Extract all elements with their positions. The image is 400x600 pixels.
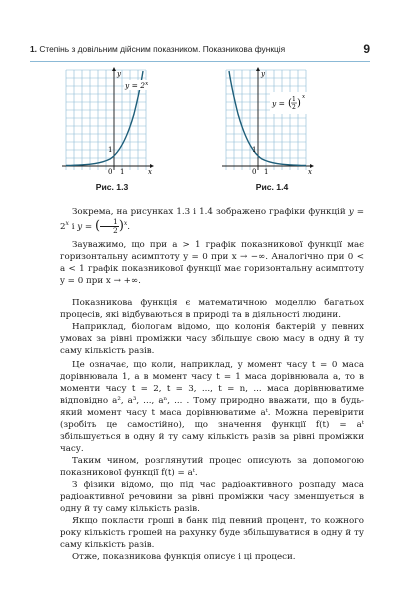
tick-origin: 0 <box>108 168 113 176</box>
paragraph-3: Показникова функція є математичною моделлю багатьох процесів, які відбуваються в природі та в діяльності людини. <box>60 298 364 320</box>
paren-open: ( <box>288 98 292 109</box>
tick-y-1: 1 <box>252 146 257 154</box>
caption-1-4: Рис. 1.4 <box>255 182 289 192</box>
figure-1-3 <box>62 66 162 176</box>
tick-x-1: 1 <box>264 168 269 176</box>
paragraph-2: Зауважимо, що при a > 1 графік показникової функції має горизонтальну асимптоту y = 0 при x → −∞. Аналогічно при 0 < a < 1 графік показникової функції має горизонтальну асимптоту y = 0 при x → +∞. <box>60 240 364 286</box>
frac-den: 2 <box>292 104 296 111</box>
paragraph-7: З фізики відомо, що під час радіоактивного розпаду маса радіоактивної речовини за рівні проміжки часу зменшується в одну й ту саму кількість разів. <box>60 480 364 514</box>
function-label: y = <box>272 99 285 108</box>
paragraph-5: Це означає, що коли, наприклад, у момент часу t = 0 маса дорівнювала 1, а в момент часу t = 1 маса дорівнювала a, то в моменти часу t = 2, t = 3, ..., t = n, ... маса дорівнюватиме відповідно a², a³, ..., aⁿ, ... . Тому природно вважати, що в будь-який момент часу t маса дорівнюватиме aᵗ. Можна перевірити (зробіть це самостійно), що значення функції f(t) = aᵗ збільшується в одну й ту саму кількість разів за рівні проміжки часу. <box>60 360 364 454</box>
body-text <box>60 206 364 563</box>
tick-x-1: 1 <box>120 168 125 176</box>
paren-close: ) <box>297 98 301 109</box>
page-number: 9 <box>363 42 370 56</box>
axis-y-label: y <box>117 70 121 78</box>
grid <box>226 70 306 170</box>
running-header <box>30 44 370 58</box>
caption-1-3: Рис. 1.3 <box>95 182 129 192</box>
chapter-title: Степінь з довільним дійсним показником. Показникова функція <box>39 44 286 54</box>
paragraph-1: Зокрема, на рисунках 1.3 і 1.4 зображено графіки функцій $y = 2^x$ і y = ( $\frac{1}{2}$ )$^x$. <box>60 207 365 235</box>
tick-origin: 0 <box>252 168 257 176</box>
graph-exponential-growth <box>62 66 162 176</box>
frac-num: 1 <box>292 96 296 103</box>
figure-1-4 <box>222 66 322 176</box>
axis-y-label: y <box>261 70 265 78</box>
header-rule <box>30 61 370 62</box>
graph-exponential-decay <box>222 66 322 176</box>
axis-x-label: x <box>148 168 152 176</box>
paragraph-8: Якщо покласти гроші в банк під певний процент, то кожного року кількість грошей на рахунку буде збільшуватися в одну й ту саму кількість разів. <box>60 516 364 550</box>
paragraph-6: Таким чином, розглянутий процес описують за допомогою показникової функції f(t) = aᵗ. <box>60 456 364 478</box>
tick-y-1: 1 <box>108 146 113 154</box>
paragraph-9: Отже, показникова функція описує і ці процеси. <box>72 552 296 562</box>
axis-arrows <box>256 67 314 168</box>
function-exp: x <box>302 94 306 100</box>
axis-x-label: x <box>308 168 312 176</box>
paragraph-4: Наприклад, біологам відомо, що колонія бактерій у певних умовах за рівні проміжки часу збільшує свою масу в одну й ту саму кількість разів. <box>60 322 364 356</box>
function-label: $y = 2^x$ <box>125 81 149 90</box>
chapter-number: 1. <box>30 44 37 54</box>
